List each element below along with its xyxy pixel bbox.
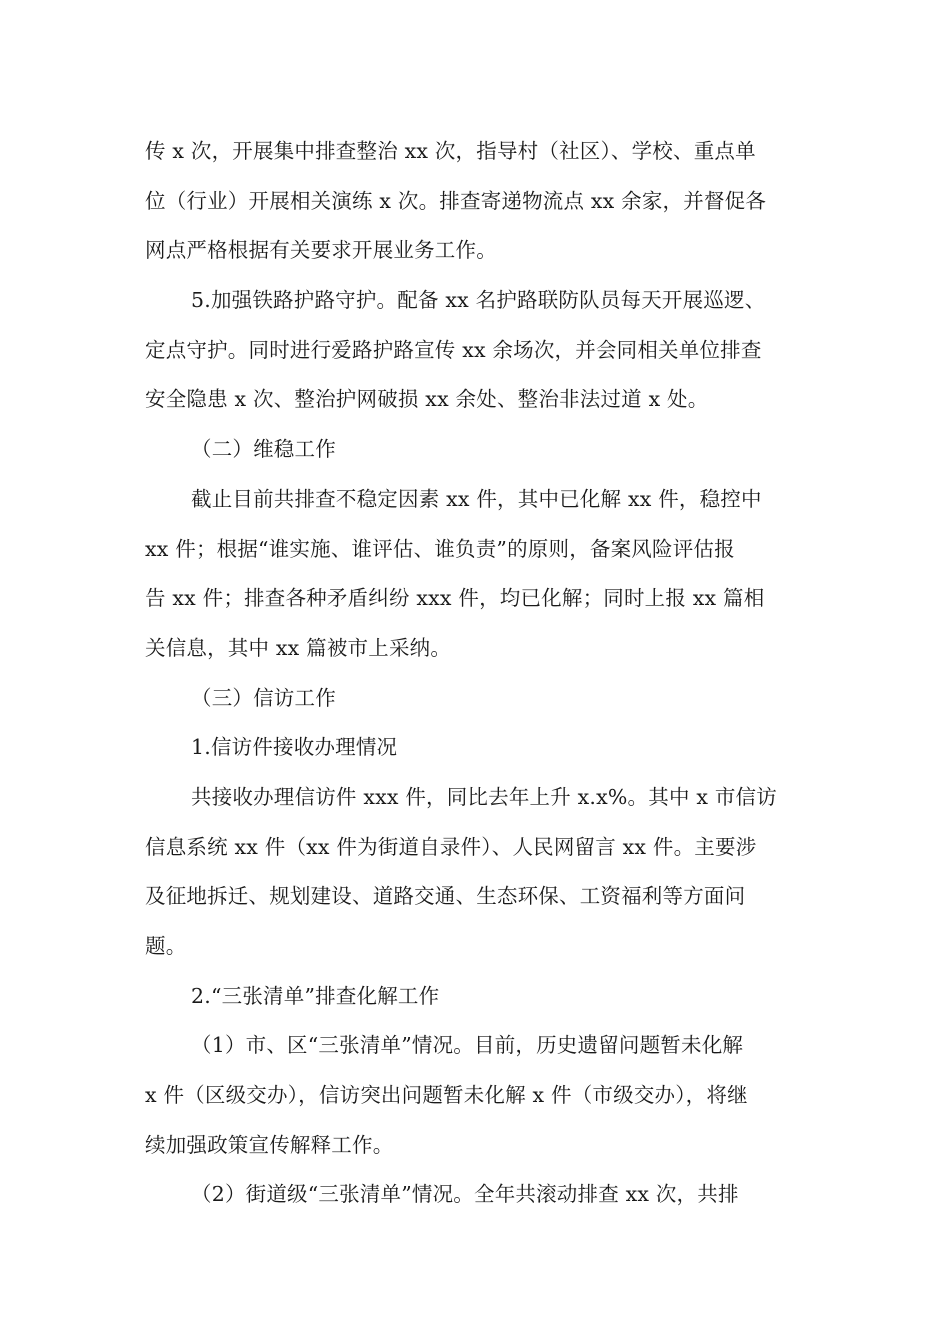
text-line: （1）市、区“三张清单”情况。目前，历史遗留问题暂未化解 <box>191 1033 744 1058</box>
text-line: 及征地拆迁、规划建设、道路交通、生态环保、工资福利等方面问 <box>145 884 746 909</box>
text-line: 1.信访件接收办理情况 <box>191 735 398 760</box>
text-line: （二）维稳工作 <box>191 437 336 462</box>
text-line: 定点守护。同时进行爱路护路宣传 xx 余场次，并会同相关单位排查 <box>145 337 762 362</box>
text-line: 告 xx 件；排查各种矛盾纠纷 xxx 件，均已化解；同时上报 xx 篇相 <box>145 586 765 611</box>
text-line: xx 件；根据“谁实施、谁评估、谁负责”的原则，备案风险评估报 <box>145 536 735 561</box>
text-line: x 件（区级交办），信访突出问题暂未化解 x 件（市级交办），将继 <box>145 1083 748 1108</box>
text-line: 5.加强铁路护路守护。配备 xx 名护路联防队员每天开展巡逻、 <box>191 288 766 313</box>
text-line: 位（行业）开展相关演练 x 次。排查寄递物流点 xx 余家，并督促各 <box>145 188 767 213</box>
text-line: （2）街道级“三张清单”情况。全年共滚动排查 xx 次，共排 <box>191 1182 739 1207</box>
text-line: 截止目前共排查不稳定因素 xx 件，其中已化解 xx 件，稳控中 <box>191 486 762 511</box>
text-line: 网点严格根据有关要求开展业务工作。 <box>145 238 497 263</box>
text-line: 续加强政策宣传解释工作。 <box>145 1132 394 1157</box>
text-line: 共接收办理信访件 xxx 件，同比去年上升 x.x%。其中 x 市信访 <box>191 784 777 809</box>
text-line: 信息系统 xx 件（xx 件为街道自录件）、人民网留言 xx 件。主要涉 <box>145 834 757 859</box>
text-line: 关信息，其中 xx 篇被市上采纳。 <box>145 635 452 660</box>
text-line: 题。 <box>145 934 187 958</box>
document-body <box>145 127 809 1220</box>
text-line: 安全隐患 x 次、整治护网破损 xx 余处、整治非法过道 x 处。 <box>145 387 709 412</box>
text-line: 传 x 次，开展集中排查整治 xx 次，指导村（社区）、学校、重点单 <box>145 139 756 163</box>
text-line: （三）信访工作 <box>191 685 336 710</box>
text-line: 2.“三张清单”排查化解工作 <box>191 983 440 1008</box>
